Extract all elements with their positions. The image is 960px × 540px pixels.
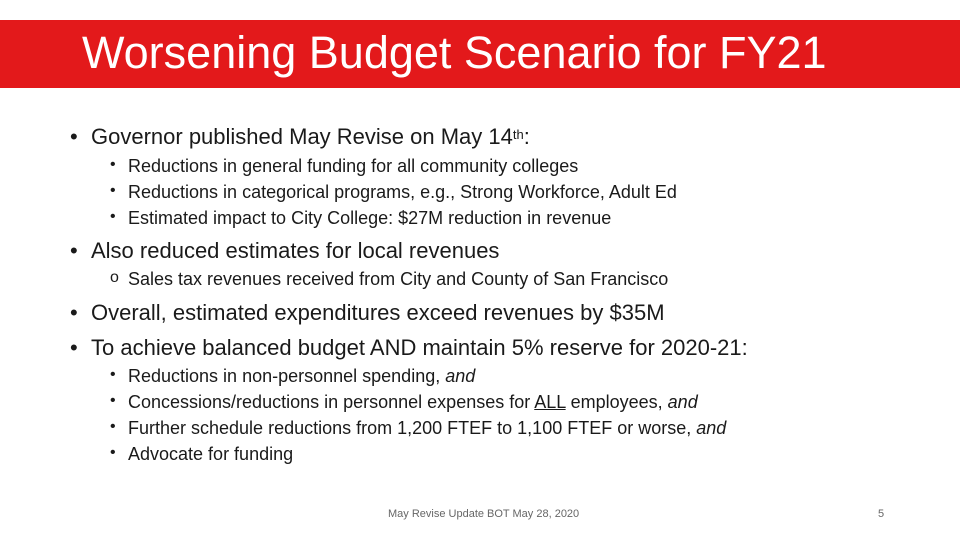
sub-bullet-concessions-text: Concessions/reductions in personnel expenses for [128,392,535,412]
sub-bullet-non-personnel-text: Reductions in non-personnel spending, [128,366,446,386]
sub-bullet-advocate: Advocate for funding [128,444,294,464]
sub-bullet-marker: • [110,366,116,383]
bullet-governor [91,124,530,150]
sub-bullet-concessions [128,391,698,413]
sub-bullet-marker: • [110,418,116,435]
bullet-balanced-budget: To achieve balanced budget AND maintain 5% reserve for 2020-21: [91,335,748,360]
sub-bullet-marker: • [110,444,116,461]
bullet-local-revenues: Also reduced estimates for local revenues [91,238,500,263]
sub-bullet-non-personnel [128,365,475,387]
bullet-governor-text: Governor published May Revise on May 14 [91,124,513,149]
superscript-th: th [512,127,524,142]
sub-bullet-schedule [128,417,726,439]
italic-and: and [445,366,476,386]
bullet-marker: • [70,300,78,325]
bullet-governor-colon: : [523,124,530,149]
bullet-overall: Overall, estimated expenditures exceed revenues by $35M [91,300,665,325]
sub-bullet-sales-tax: Sales tax revenues received from City and County of San Francisco [128,269,669,289]
sub-bullet-categorical: Reductions in categorical programs, e.g., Strong Workforce, Adult Ed [128,182,677,202]
slide-title: Worsening Budget Scenario for FY21 [82,27,827,78]
page-number: 5 [878,508,885,520]
sub-bullet-concessions-tail: employees, [565,392,668,412]
bullet-marker: • [70,335,78,360]
bullet-marker: • [70,124,78,149]
sub-bullet-marker: • [110,182,116,199]
bullet-marker: • [70,238,78,263]
sub-bullet-impact: Estimated impact to City College: $27M reduction in revenue [128,208,612,228]
italic-and: and [667,392,698,412]
sub-bullet-marker: • [110,392,116,409]
sub-bullet-marker-circle: o [110,269,119,286]
italic-and: and [696,418,727,438]
underlined-all: ALL [534,392,566,412]
footer-text: May Revise Update BOT May 28, 2020 [388,508,580,520]
sub-bullet-marker: • [110,156,116,173]
sub-bullet-schedule-text: Further schedule reductions from 1,200 FTEF to 1,100 FTEF or worse, [128,418,697,438]
sub-bullet-marker: • [110,208,116,225]
sub-bullet-general-funding: Reductions in general funding for all community colleges [128,156,579,176]
